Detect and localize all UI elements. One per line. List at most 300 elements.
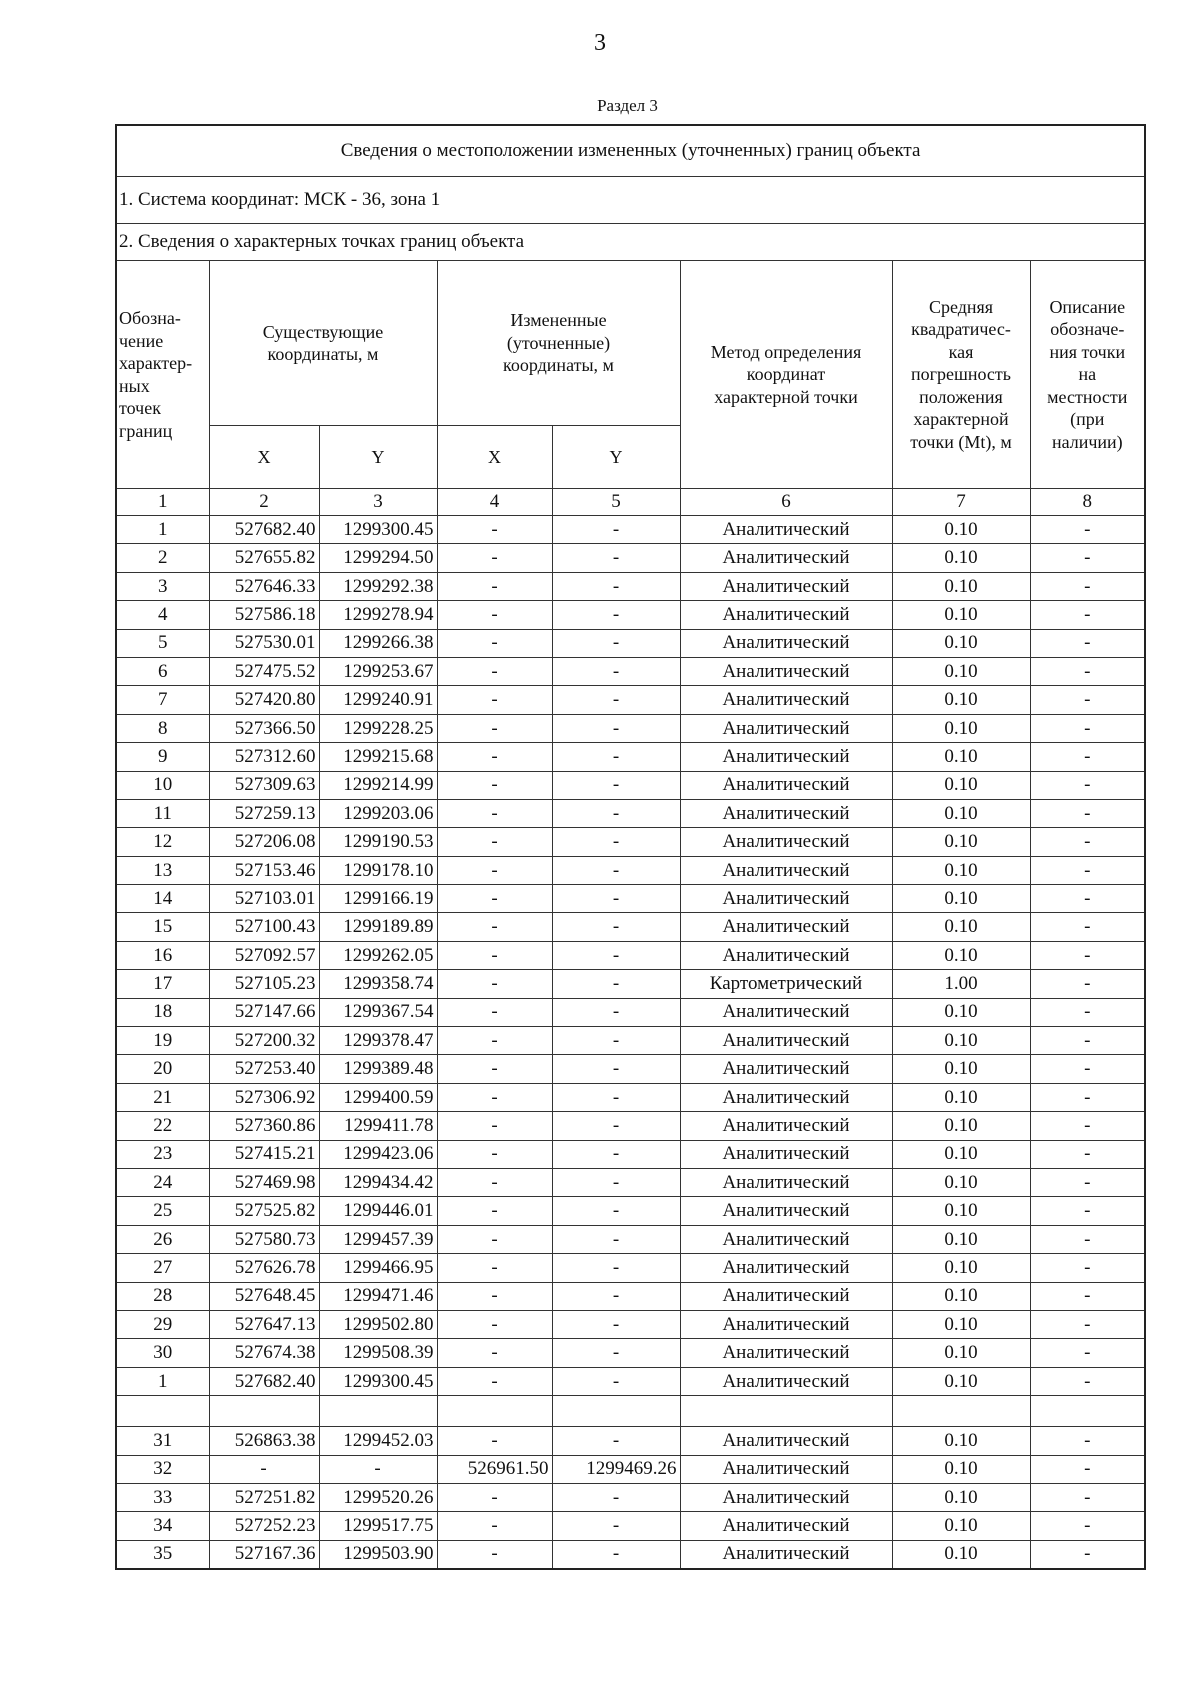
changed-x-cell: - — [437, 1427, 552, 1455]
method-cell: Аналитический — [680, 686, 892, 714]
point-number-cell: 33 — [116, 1483, 209, 1511]
error-cell: 0.10 — [892, 516, 1030, 544]
description-cell: - — [1030, 799, 1145, 827]
method-cell: Аналитический — [680, 1339, 892, 1367]
changed-x-cell: - — [437, 544, 552, 572]
existing-y-cell: - — [319, 1455, 437, 1483]
error-cell: 0.10 — [892, 1083, 1030, 1111]
method-cell: Аналитический — [680, 714, 892, 742]
description-cell: - — [1030, 913, 1145, 941]
existing-y-cell: 1299508.39 — [319, 1339, 437, 1367]
changed-y-cell: - — [552, 1027, 680, 1055]
point-number-cell: 32 — [116, 1455, 209, 1483]
existing-y-cell: 1299446.01 — [319, 1197, 437, 1225]
changed-x-cell: - — [437, 1367, 552, 1395]
error-cell: 0.10 — [892, 1512, 1030, 1540]
point-number-cell: 7 — [116, 686, 209, 714]
description-cell: - — [1030, 743, 1145, 771]
column-number-cell: 7 — [892, 489, 1030, 516]
method-cell: Аналитический — [680, 1254, 892, 1282]
existing-x-cell: 527674.38 — [209, 1339, 319, 1367]
column-number-cell: 1 — [116, 489, 209, 516]
header-existing-coordinates: Существующие координаты, м — [209, 261, 437, 426]
points-heading: 2. Сведения о характерных точках границ объекта — [116, 224, 1145, 261]
table-row — [116, 799, 1145, 827]
changed-y-cell: - — [552, 885, 680, 913]
error-cell: 0.10 — [892, 998, 1030, 1026]
header-mean-square-error: Средняя квадратичес- кая погрешность положения характерной точки (Mt), м — [892, 261, 1030, 489]
changed-y-cell: - — [552, 1055, 680, 1083]
changed-x-cell: - — [437, 1540, 552, 1569]
existing-x-cell: 527626.78 — [209, 1254, 319, 1282]
method-cell: Аналитический — [680, 799, 892, 827]
changed-y-cell: - — [552, 998, 680, 1026]
changed-y-cell: - — [552, 601, 680, 629]
changed-y-cell: - — [552, 1512, 680, 1540]
method-cell: Аналитический — [680, 1512, 892, 1540]
error-cell: 0.10 — [892, 544, 1030, 572]
table-row — [116, 1455, 1145, 1483]
error-cell: 0.10 — [892, 601, 1030, 629]
existing-y-cell: 1299358.74 — [319, 970, 437, 998]
existing-y-cell: 1299292.38 — [319, 572, 437, 600]
changed-y-cell: - — [552, 657, 680, 685]
point-number-cell: 10 — [116, 771, 209, 799]
method-cell: Аналитический — [680, 828, 892, 856]
point-number-cell: 6 — [116, 657, 209, 685]
header-changed-y: Y — [552, 426, 680, 489]
description-cell: - — [1030, 1483, 1145, 1511]
existing-x-cell: 527200.32 — [209, 1027, 319, 1055]
changed-x-cell: - — [437, 1282, 552, 1310]
existing-y-cell: 1299240.91 — [319, 686, 437, 714]
point-number-cell: 1 — [116, 516, 209, 544]
existing-y-cell: 1299520.26 — [319, 1483, 437, 1511]
changed-x-cell: - — [437, 799, 552, 827]
error-cell: 0.10 — [892, 657, 1030, 685]
existing-x-cell: 527586.18 — [209, 601, 319, 629]
table-row — [116, 1254, 1145, 1282]
changed-x-cell: - — [437, 771, 552, 799]
existing-y-cell: 1299517.75 — [319, 1512, 437, 1540]
method-cell: Аналитический — [680, 1427, 892, 1455]
section-title: Раздел 3 — [597, 96, 658, 115]
error-cell: 0.10 — [892, 1483, 1030, 1511]
method-cell: Аналитический — [680, 913, 892, 941]
existing-y-cell: 1299214.99 — [319, 771, 437, 799]
header-designation: Обозна- чение характер- ных точек границ — [116, 261, 209, 489]
error-cell: 0.10 — [892, 1339, 1030, 1367]
changed-y-cell — [552, 1396, 680, 1427]
method-cell: Аналитический — [680, 544, 892, 572]
point-number-cell: 3 — [116, 572, 209, 600]
error-cell: 0.10 — [892, 1455, 1030, 1483]
changed-y-cell: - — [552, 1140, 680, 1168]
existing-x-cell: 527580.73 — [209, 1225, 319, 1253]
existing-y-cell: 1299178.10 — [319, 856, 437, 884]
changed-y-cell: - — [552, 629, 680, 657]
changed-x-cell: - — [437, 1140, 552, 1168]
error-cell: 0.10 — [892, 686, 1030, 714]
existing-y-cell: 1299203.06 — [319, 799, 437, 827]
method-cell: Аналитический — [680, 1367, 892, 1395]
table-row — [116, 572, 1145, 600]
method-cell: Аналитический — [680, 1540, 892, 1569]
changed-y-cell: - — [552, 516, 680, 544]
changed-y-cell: - — [552, 856, 680, 884]
point-number-cell: 35 — [116, 1540, 209, 1569]
error-cell: 1.00 — [892, 970, 1030, 998]
point-number-cell: 11 — [116, 799, 209, 827]
changed-y-cell: - — [552, 1282, 680, 1310]
changed-y-cell: - — [552, 1367, 680, 1395]
existing-x-cell: 527530.01 — [209, 629, 319, 657]
point-number-cell: 12 — [116, 828, 209, 856]
description-cell: - — [1030, 1083, 1145, 1111]
column-number-cell: 8 — [1030, 489, 1145, 516]
existing-x-cell: 527306.92 — [209, 1083, 319, 1111]
existing-y-cell: 1299228.25 — [319, 714, 437, 742]
changed-x-cell: - — [437, 1483, 552, 1511]
table-row — [116, 629, 1145, 657]
changed-y-cell: - — [552, 799, 680, 827]
error-cell — [892, 1396, 1030, 1427]
method-cell: Аналитический — [680, 941, 892, 969]
column-number-cell: 6 — [680, 489, 892, 516]
changed-y-cell: - — [552, 771, 680, 799]
existing-y-cell: 1299278.94 — [319, 601, 437, 629]
changed-y-cell: - — [552, 714, 680, 742]
point-number-cell: 34 — [116, 1512, 209, 1540]
table-row — [116, 743, 1145, 771]
header-point-description: Описание обозначе- ния точки на местности (при наличии) — [1030, 261, 1145, 489]
description-cell — [1030, 1396, 1145, 1427]
changed-y-cell: - — [552, 1540, 680, 1569]
existing-x-cell: 527252.23 — [209, 1512, 319, 1540]
method-cell: Аналитический — [680, 657, 892, 685]
column-number-cell: 5 — [552, 489, 680, 516]
changed-x-cell: 526961.50 — [437, 1455, 552, 1483]
point-number-cell: 23 — [116, 1140, 209, 1168]
method-cell: Картометрический — [680, 970, 892, 998]
table-row — [116, 714, 1145, 742]
existing-x-cell: 527153.46 — [209, 856, 319, 884]
point-number-cell: 30 — [116, 1339, 209, 1367]
changed-y-cell: - — [552, 686, 680, 714]
existing-x-cell: 527366.50 — [209, 714, 319, 742]
existing-x-cell: 527475.52 — [209, 657, 319, 685]
point-number-cell: 28 — [116, 1282, 209, 1310]
changed-x-cell: - — [437, 1197, 552, 1225]
table-row — [116, 686, 1145, 714]
existing-y-cell: 1299452.03 — [319, 1427, 437, 1455]
point-number-cell: 18 — [116, 998, 209, 1026]
error-cell: 0.10 — [892, 1282, 1030, 1310]
changed-y-cell: - — [552, 1168, 680, 1196]
point-number-cell: 25 — [116, 1197, 209, 1225]
existing-y-cell: 1299471.46 — [319, 1282, 437, 1310]
changed-y-cell: - — [552, 1483, 680, 1511]
column-number-row — [116, 489, 1145, 516]
error-cell: 0.10 — [892, 828, 1030, 856]
changed-y-cell: - — [552, 743, 680, 771]
existing-x-cell: 527312.60 — [209, 743, 319, 771]
error-cell: 0.10 — [892, 1367, 1030, 1395]
changed-x-cell: - — [437, 1310, 552, 1338]
point-number-cell: 14 — [116, 885, 209, 913]
boundary-points-table — [115, 124, 1146, 1570]
method-cell: Аналитический — [680, 771, 892, 799]
changed-y-cell: 1299469.26 — [552, 1455, 680, 1483]
method-cell: Аналитический — [680, 1483, 892, 1511]
existing-y-cell: 1299215.68 — [319, 743, 437, 771]
description-cell: - — [1030, 686, 1145, 714]
table-title: Сведения о местоположении измененных (уточненных) границ объекта — [116, 125, 1145, 177]
method-cell: Аналитический — [680, 601, 892, 629]
method-cell: Аналитический — [680, 743, 892, 771]
table-row — [116, 1282, 1145, 1310]
table-row — [116, 998, 1145, 1026]
existing-x-cell: 527415.21 — [209, 1140, 319, 1168]
existing-x-cell: 527646.33 — [209, 572, 319, 600]
existing-x-cell: 527647.13 — [209, 1310, 319, 1338]
changed-y-cell: - — [552, 1225, 680, 1253]
method-cell: Аналитический — [680, 1225, 892, 1253]
existing-x-cell: 527420.80 — [209, 686, 319, 714]
point-number-cell: 9 — [116, 743, 209, 771]
table-row — [116, 1027, 1145, 1055]
existing-x-cell: 527105.23 — [209, 970, 319, 998]
column-number-cell: 4 — [437, 489, 552, 516]
column-number-cell: 2 — [209, 489, 319, 516]
description-cell: - — [1030, 856, 1145, 884]
existing-x-cell: 527309.63 — [209, 771, 319, 799]
error-cell: 0.10 — [892, 1197, 1030, 1225]
description-cell: - — [1030, 1027, 1145, 1055]
method-cell: Аналитический — [680, 885, 892, 913]
description-cell: - — [1030, 941, 1145, 969]
existing-x-cell: 527655.82 — [209, 544, 319, 572]
description-cell: - — [1030, 657, 1145, 685]
description-cell: - — [1030, 1055, 1145, 1083]
table-row — [116, 1310, 1145, 1338]
existing-y-cell: 1299253.67 — [319, 657, 437, 685]
error-cell: 0.10 — [892, 1427, 1030, 1455]
existing-y-cell: 1299502.80 — [319, 1310, 437, 1338]
point-number-cell: 17 — [116, 970, 209, 998]
changed-y-cell: - — [552, 544, 680, 572]
point-number-cell: 2 — [116, 544, 209, 572]
method-cell: Аналитический — [680, 1197, 892, 1225]
existing-y-cell: 1299400.59 — [319, 1083, 437, 1111]
table-row — [116, 1140, 1145, 1168]
changed-x-cell: - — [437, 856, 552, 884]
point-number-cell: 27 — [116, 1254, 209, 1282]
page-number: 3 — [594, 30, 606, 56]
description-cell: - — [1030, 1112, 1145, 1140]
method-cell: Аналитический — [680, 1055, 892, 1083]
existing-y-cell: 1299423.06 — [319, 1140, 437, 1168]
table-row — [116, 913, 1145, 941]
existing-y-cell: 1299434.42 — [319, 1168, 437, 1196]
description-cell: - — [1030, 1197, 1145, 1225]
changed-x-cell: - — [437, 970, 552, 998]
table-row — [116, 1512, 1145, 1540]
error-cell: 0.10 — [892, 885, 1030, 913]
description-cell: - — [1030, 1367, 1145, 1395]
changed-x-cell: - — [437, 1112, 552, 1140]
method-cell: Аналитический — [680, 1140, 892, 1168]
method-cell: Аналитический — [680, 1282, 892, 1310]
changed-x-cell: - — [437, 601, 552, 629]
table-row — [116, 885, 1145, 913]
error-cell: 0.10 — [892, 1310, 1030, 1338]
changed-y-cell: - — [552, 828, 680, 856]
existing-x-cell — [209, 1396, 319, 1427]
description-cell: - — [1030, 1310, 1145, 1338]
changed-x-cell: - — [437, 885, 552, 913]
existing-x-cell: 527525.82 — [209, 1197, 319, 1225]
existing-y-cell: 1299389.48 — [319, 1055, 437, 1083]
point-number-cell: 16 — [116, 941, 209, 969]
description-cell: - — [1030, 1427, 1145, 1455]
table-row — [116, 1540, 1145, 1569]
existing-y-cell: 1299189.89 — [319, 913, 437, 941]
header-existing-x: X — [209, 426, 319, 489]
error-cell: 0.10 — [892, 856, 1030, 884]
header-changed-coordinates: Измененные (уточненные) координаты, м — [437, 261, 680, 426]
changed-x-cell: - — [437, 686, 552, 714]
table-row — [116, 828, 1145, 856]
table-row — [116, 1168, 1145, 1196]
table-row — [116, 970, 1145, 998]
changed-y-cell: - — [552, 1339, 680, 1367]
changed-x-cell: - — [437, 998, 552, 1026]
description-cell: - — [1030, 1282, 1145, 1310]
existing-x-cell: 527259.13 — [209, 799, 319, 827]
separator-row — [116, 1396, 1145, 1427]
changed-y-cell: - — [552, 913, 680, 941]
changed-x-cell: - — [437, 941, 552, 969]
method-cell: Аналитический — [680, 629, 892, 657]
changed-x-cell: - — [437, 1339, 552, 1367]
point-number-cell: 8 — [116, 714, 209, 742]
description-cell: - — [1030, 1254, 1145, 1282]
method-cell: Аналитический — [680, 1083, 892, 1111]
existing-y-cell — [319, 1396, 437, 1427]
point-number-cell: 21 — [116, 1083, 209, 1111]
existing-y-cell: 1299166.19 — [319, 885, 437, 913]
description-cell: - — [1030, 629, 1145, 657]
existing-x-cell: 527206.08 — [209, 828, 319, 856]
method-cell: Аналитический — [680, 1112, 892, 1140]
description-cell: - — [1030, 1540, 1145, 1569]
existing-y-cell: 1299367.54 — [319, 998, 437, 1026]
table-row — [116, 657, 1145, 685]
existing-y-cell: 1299294.50 — [319, 544, 437, 572]
existing-x-cell: 527648.45 — [209, 1282, 319, 1310]
method-cell: Аналитический — [680, 998, 892, 1026]
column-number-cell: 3 — [319, 489, 437, 516]
existing-x-cell: 527682.40 — [209, 1367, 319, 1395]
point-number-cell: 31 — [116, 1427, 209, 1455]
description-cell: - — [1030, 714, 1145, 742]
changed-x-cell: - — [437, 1083, 552, 1111]
changed-x-cell: - — [437, 572, 552, 600]
description-cell: - — [1030, 970, 1145, 998]
changed-y-cell: - — [552, 1427, 680, 1455]
point-number-cell: 19 — [116, 1027, 209, 1055]
error-cell: 0.10 — [892, 1225, 1030, 1253]
changed-y-cell: - — [552, 1310, 680, 1338]
error-cell: 0.10 — [892, 743, 1030, 771]
header-changed-x: X — [437, 426, 552, 489]
description-cell: - — [1030, 572, 1145, 600]
changed-x-cell: - — [437, 828, 552, 856]
table-row — [116, 1427, 1145, 1455]
description-cell: - — [1030, 1140, 1145, 1168]
existing-y-cell: 1299411.78 — [319, 1112, 437, 1140]
description-cell: - — [1030, 998, 1145, 1026]
description-cell: - — [1030, 885, 1145, 913]
description-cell: - — [1030, 601, 1145, 629]
error-cell: 0.10 — [892, 1168, 1030, 1196]
error-cell: 0.10 — [892, 1254, 1030, 1282]
existing-x-cell: 527100.43 — [209, 913, 319, 941]
point-number-cell: 4 — [116, 601, 209, 629]
table-row — [116, 544, 1145, 572]
changed-y-cell: - — [552, 1254, 680, 1282]
header-method: Метод определения координат характерной точки — [680, 261, 892, 489]
method-cell: Аналитический — [680, 1027, 892, 1055]
changed-x-cell: - — [437, 913, 552, 941]
changed-x-cell: - — [437, 516, 552, 544]
description-cell: - — [1030, 516, 1145, 544]
table-row — [116, 771, 1145, 799]
method-cell: Аналитический — [680, 516, 892, 544]
table-row — [116, 1339, 1145, 1367]
table-row — [116, 856, 1145, 884]
point-number-cell: 13 — [116, 856, 209, 884]
changed-x-cell: - — [437, 1027, 552, 1055]
existing-x-cell: 527253.40 — [209, 1055, 319, 1083]
changed-x-cell: - — [437, 1225, 552, 1253]
table-row — [116, 1197, 1145, 1225]
description-cell: - — [1030, 828, 1145, 856]
table-row — [116, 1225, 1145, 1253]
changed-x-cell: - — [437, 714, 552, 742]
method-cell: Аналитический — [680, 1455, 892, 1483]
changed-x-cell: - — [437, 1254, 552, 1282]
method-cell: Аналитический — [680, 1168, 892, 1196]
table-row — [116, 1112, 1145, 1140]
changed-y-cell: - — [552, 970, 680, 998]
point-number-cell: 26 — [116, 1225, 209, 1253]
changed-y-cell: - — [552, 572, 680, 600]
existing-x-cell: 526863.38 — [209, 1427, 319, 1455]
point-number-cell — [116, 1396, 209, 1427]
table-row — [116, 1367, 1145, 1395]
point-number-cell: 22 — [116, 1112, 209, 1140]
changed-y-cell: - — [552, 1197, 680, 1225]
description-cell: - — [1030, 1512, 1145, 1540]
header-existing-y: Y — [319, 426, 437, 489]
existing-x-cell: 527469.98 — [209, 1168, 319, 1196]
point-number-cell: 1 — [116, 1367, 209, 1395]
existing-y-cell: 1299457.39 — [319, 1225, 437, 1253]
existing-y-cell: 1299503.90 — [319, 1540, 437, 1569]
description-cell: - — [1030, 771, 1145, 799]
